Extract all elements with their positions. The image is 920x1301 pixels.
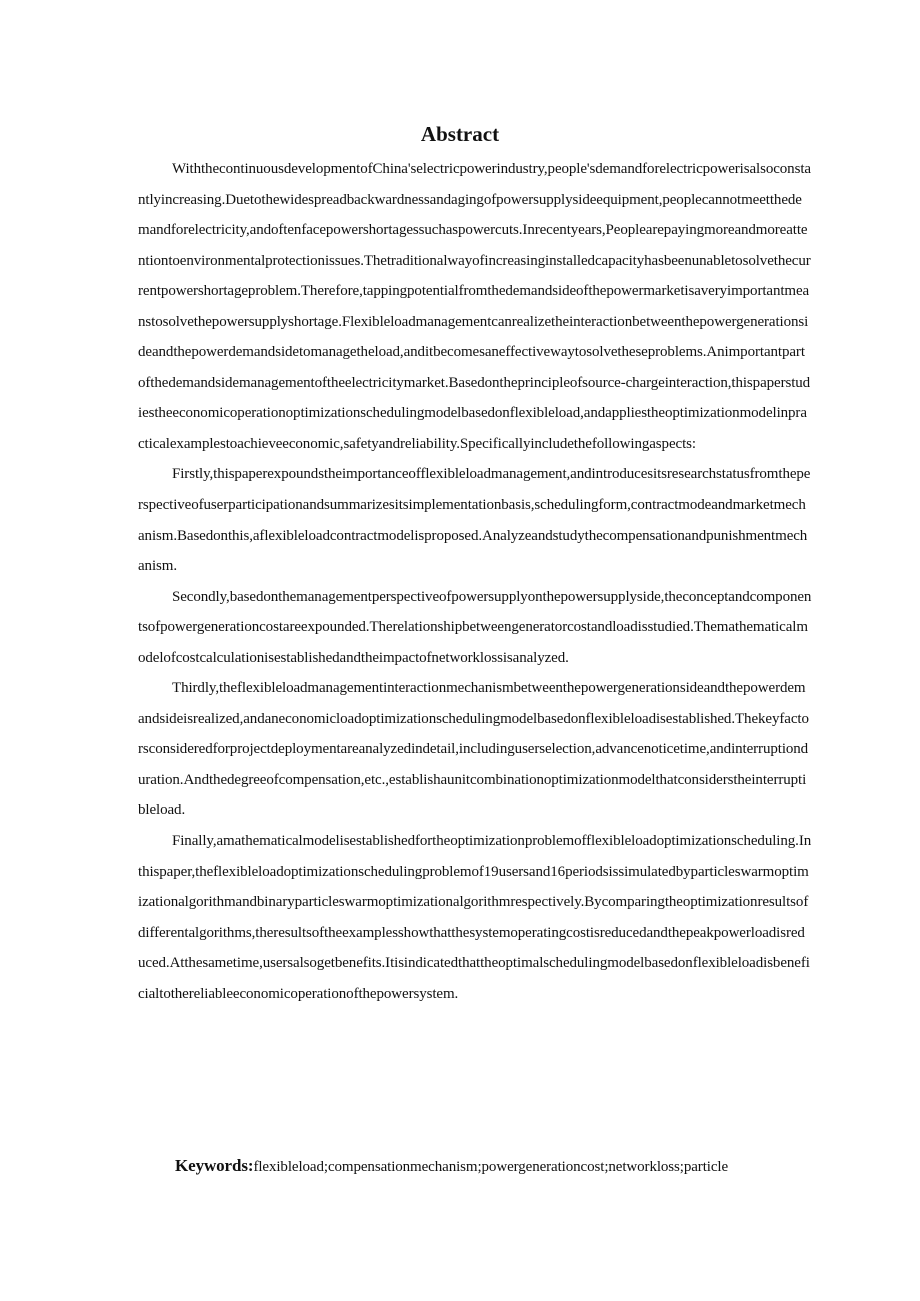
keywords-line [138,1151,812,1182]
abstract-paragraph-secondly: Secondly,basedonthemanagementperspectiveofpowersupplyonthepowersupplyside,theconceptandcomponentsofpowergenerationcostareexpounded.Therelationshipbetweengeneratorcostandloadisstudied.Themathematicalmodelofcostcalculationisestablishedandtheimpactofnetworklossisanalyzed. [138,588,812,666]
abstract-title: Abstract [420,122,500,146]
abstract-paragraph-finally: Finally,amathematicalmodelisestablishedfortheoptimizationproblemofflexibleloadoptimizationscheduling.Inthispaper,theflexibleloadoptimizationschedulingproblemof19usersand16periodsissimulatedbyparticleswarmoptimizationalgorithmandbinaryparticleswarmoptimizationalgorithmrespectively.Bycomparingtheoptimizationresultsofdifferentalgorithms,theresultsoftheexamplesshowthatthesystemoperatingcostisreducedandthepeakpowerloadisreduced.Atthesametime,usersalsogetbenefits.Itisindicatedthattheoptimalschedulingmodelbasedonflexibleloadisbeneficialtothereliableeconomicoperationofthepowersystem. [138,833,812,1002]
abstract-paragraph-intro: WiththecontinuousdevelopmentofChina'selectricpowerindustry,people'sdemandforelectricpowerisalsoconstantlyincreasing.Duetothewidespreadbackwardnessandagingofpowersupplysideequipment,peoplecannotmeetthedemandforelectricity,andoftenfacepowershortagessuchaspowercuts.Inrecentyears,Peoplearepayingmoreandmoreattentiontoenvironmentalprotectionissues.Thetraditionalwayofincreasinginstalledcapacityhasbeenunabletosolvethecurrentpowershortageproblem.Therefore,tappingpotentialfromthedemandsideofthepowermarketisaveryimportantmeanstosolvethepowersupplyshortage.Flexibleloadmanagementcanrealizetheinteractionbetweenthepowergenerationsideandthepowerdemandsidetomanagetheload,anditbecomesaneffectivewaytosolvetheseproblems.Animportantpartofthedemandsidemanagementoftheelectricitymarket.Basedontheprincipleofsource-chargeinteraction,thispaperstudiestheeconomicoperationoptimizationschedulingmodelbasedonflexibleload,andappliestheoptimizationmodelinpracticalexamplestoachieveeconomic,safetyandreliability.Specificallyincludethefollowingaspects: [138,161,811,452]
abstract-paragraph-firstly: Firstly,thispaperexpoundstheimportanceofflexibleloadmanagement,andintroducesitsresearchstatusfromtheperspectiveofuserparticipationandsummarizesitsimplementationbasis,schedulingform,contractmodeandmarketmechanism.Basedonthis,aflexibleloadcontractmodelisproposed.Analyzeandstudythecompensationandpunishmentmechanism. [138,466,811,575]
abstract-paragraph-thirdly: Thirdly,theflexibleloadmanagementinteractionmechanismbetweenthepowergenerationsideandthepowerdemandsideisrealized,andaneconomicloadoptimizationschedulingmodelbasedonflexibleloadisestablished.Thekeyfactorsconsideredforprojectdeploymentareanalyzedindetail,includinguserselection,advancenoticetime,andinterruptionduration.Andthedegreeofcompensation,etc.,establishaunitcombinationoptimizationmodelthatconsiderstheinterruptibleload. [138,680,809,819]
keywords-label: Keywords: [175,1156,254,1175]
abstract-body [138,154,812,1009]
keywords-text: flexibleload;compensationmechanism;powergenerationcost;networkloss;particle [253,1159,729,1175]
